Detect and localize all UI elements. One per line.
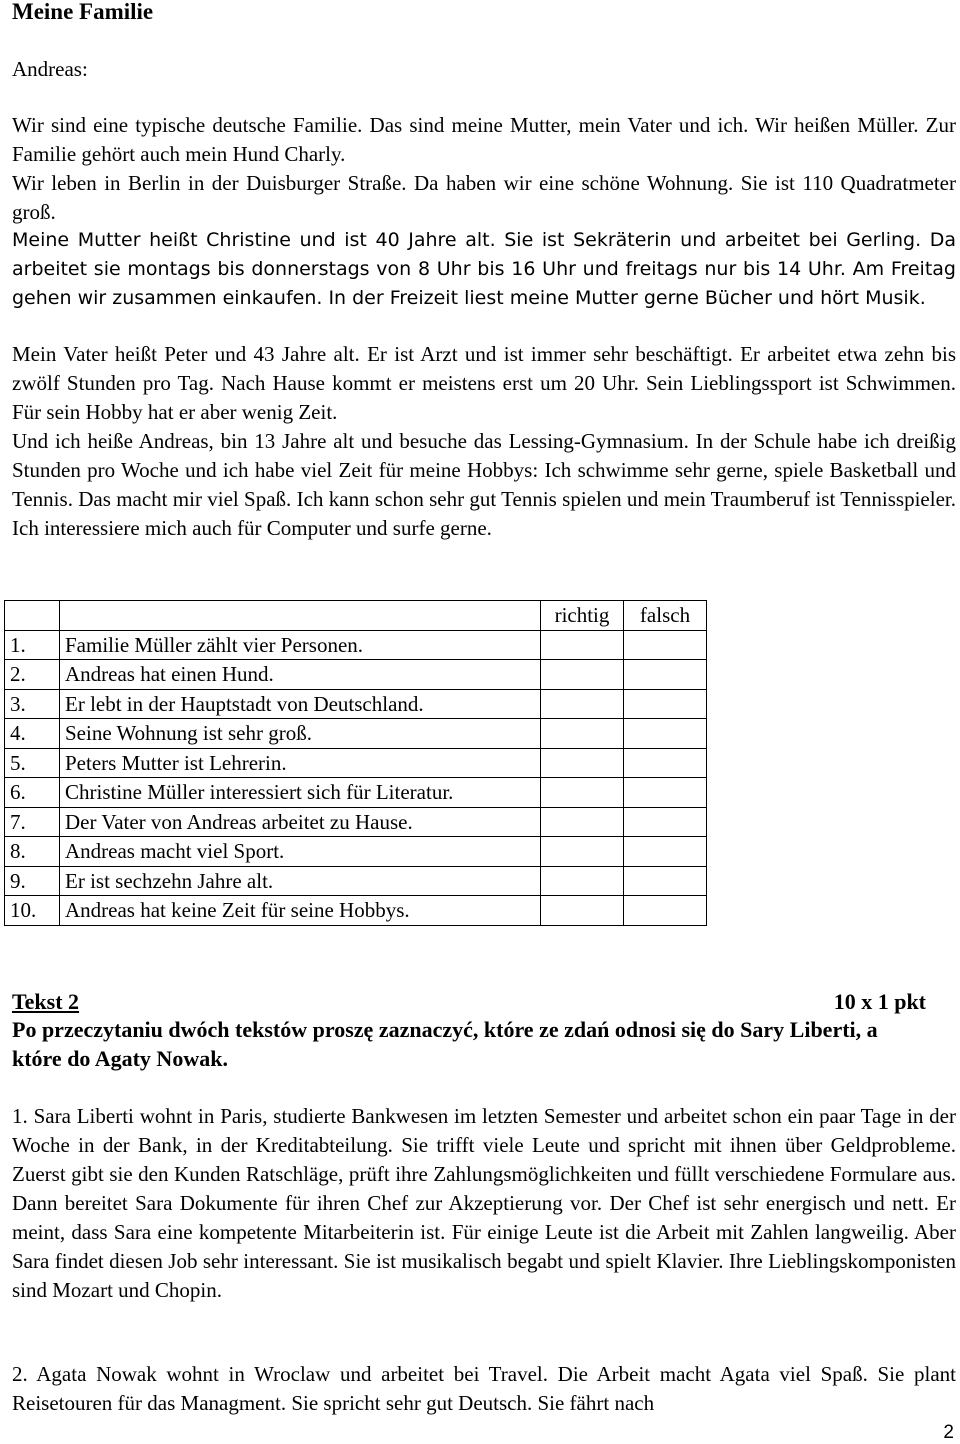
- true-false-table: [4, 600, 707, 926]
- row-number: 6.: [5, 778, 60, 808]
- section-heading: [12, 987, 926, 1016]
- row-number: 4.: [5, 719, 60, 749]
- falsch-cell[interactable]: [624, 896, 707, 926]
- paragraph: 2. Agata Nowak wohnt in Wroclaw und arbeitet bei Travel. Die Arbeit macht Agata viel Spaß. Sie plant Reisetouren für das Managment. Sie spricht sehr gut Deutsch. Sie fährt nach: [12, 1362, 956, 1415]
- table-row: [5, 719, 707, 749]
- row-number: 10.: [5, 896, 60, 926]
- row-statement: Er lebt in der Hauptstadt von Deutschland.: [60, 689, 541, 719]
- row-statement: Andreas hat einen Hund.: [60, 660, 541, 690]
- paragraph: Meine Mutter heißt Christine und ist 40 Jahre alt. Sie ist Sekräterin und arbeitet bei Gerling. Da arbeitet sie montags bis donnerstags von 8 Uhr bis 16 Uhr und freitags nur bis 14 Uhr. Am Freitag gehen wir zusammen einkaufen. In der Freizeit liest meine Mutter gerne Bücher und hört Musik.: [12, 229, 956, 309]
- table-row: [5, 748, 707, 778]
- points-label: 10 x 1 pkt: [833, 989, 926, 1014]
- column-header-richtig: richtig: [541, 601, 624, 631]
- instruction-text: Po przeczytaniu dwóch tekstów proszę zaznaczyć, które ze zdań odnosi się do Sary Liberti, a które do Agaty Nowak.: [12, 1017, 878, 1071]
- richtig-cell[interactable]: [541, 778, 624, 808]
- speaker-label: Andreas:: [12, 57, 88, 81]
- row-statement: Andreas macht viel Sport.: [60, 837, 541, 867]
- row-statement: Peters Mutter ist Lehrerin.: [60, 748, 541, 778]
- row-number: 2.: [5, 660, 60, 690]
- richtig-cell[interactable]: [541, 866, 624, 896]
- table-row: [5, 896, 707, 926]
- paragraph: Mein Vater heißt Peter und 43 Jahre alt. Er ist Arzt und ist immer sehr beschäftigt. Er arbeitet etwa zehn bis zwölf Stunden pro Tag. Nach Hause kommt er meistens erst um 20 Uhr. Sein Lieblingssport ist Schwimmen. Für sein Hobby hat er aber wenig Zeit.: [12, 342, 956, 424]
- paragraph-mother: [12, 226, 956, 313]
- row-statement: Der Vater von Andreas arbeitet zu Hause.: [60, 807, 541, 837]
- richtig-cell[interactable]: [541, 896, 624, 926]
- row-number: 5.: [5, 748, 60, 778]
- row-number: 7.: [5, 807, 60, 837]
- falsch-cell[interactable]: [624, 866, 707, 896]
- paragraph: 1. Sara Liberti wohnt in Paris, studierte Bankwesen im letzten Semester und arbeitet schon ein paar Tage in der Woche in der Bank, in der Kreditabteilung. Sie trifft viele Leute und spricht mit ihnen über Geldprobleme. Zuerst gibt sie den Kunden Ratschläge, prüft ihre Zahlungsmöglichkeiten und füllt verschiedene Formulare aus. Dann bereitet Sara Dokumente für ihren Chef zur Akzeptierung vor. Der Chef ist sehr energisch und nett. Er meint, dass Sara eine kompetente Mitarbeiterin ist. Für einige Leute ist die Arbeit mit Zahlen langweilig. Aber Sara findet diesen Job sehr interessant. Sie ist musikalisch begabt und spielt Klavier. Ihre Lieblingskomponisten sind Mozart und Chopin.: [12, 1104, 956, 1302]
- row-number: 8.: [5, 837, 60, 867]
- paragraph-father: [12, 340, 956, 543]
- table-row: [5, 866, 707, 896]
- falsch-cell[interactable]: [624, 748, 707, 778]
- row-statement: Familie Müller zählt vier Personen.: [60, 630, 541, 660]
- table-row: [5, 837, 707, 867]
- table-header-row: [5, 601, 707, 631]
- table-row: [5, 660, 707, 690]
- paragraph: Und ich heiße Andreas, bin 13 Jahre alt und besuche das Lessing-Gymnasium. In der Schule habe ich dreißig Stunden pro Woche und ich habe viel Zeit für meine Hobbys: Ich schwimme sehr gerne, spiele Basketball und Tennis. Das macht mir viel Spaß. Ich kann schon sehr gut Tennis spielen und mein Traumberuf ist Tennisspieler. Ich interessiere mich auch für Computer und surfe gerne.: [12, 429, 956, 540]
- row-number: 1.: [5, 630, 60, 660]
- falsch-cell[interactable]: [624, 807, 707, 837]
- row-statement: Christine Müller interessiert sich für Literatur.: [60, 778, 541, 808]
- row-number: 3.: [5, 689, 60, 719]
- table-cell: [5, 601, 60, 631]
- paragraph: Wir leben in Berlin in der Duisburger Straße. Da haben wir eine schöne Wohnung. Sie ist 110 Quadratmeter groß.: [12, 171, 956, 224]
- falsch-cell[interactable]: [624, 689, 707, 719]
- text-sara: [12, 1102, 956, 1305]
- row-number: 9.: [5, 866, 60, 896]
- page-number: 2: [943, 1422, 954, 1443]
- richtig-cell[interactable]: [541, 689, 624, 719]
- richtig-cell[interactable]: [541, 748, 624, 778]
- page-title: Meine Familie: [12, 0, 154, 24]
- richtig-cell[interactable]: [541, 719, 624, 749]
- row-statement: Er ist sechzehn Jahre alt.: [60, 866, 541, 896]
- falsch-cell[interactable]: [624, 630, 707, 660]
- column-header-falsch: falsch: [624, 601, 707, 631]
- paragraph-intro: [12, 111, 956, 227]
- richtig-cell[interactable]: [541, 807, 624, 837]
- falsch-cell[interactable]: [624, 660, 707, 690]
- falsch-cell[interactable]: [624, 778, 707, 808]
- table-row: [5, 778, 707, 808]
- table-row: [5, 807, 707, 837]
- richtig-cell[interactable]: [541, 630, 624, 660]
- table-row: [5, 630, 707, 660]
- richtig-cell[interactable]: [541, 660, 624, 690]
- text-agata: [12, 1360, 956, 1418]
- richtig-cell[interactable]: [541, 837, 624, 867]
- paragraph: Wir sind eine typische deutsche Familie. Das sind meine Mutter, mein Vater und ich. Wir heißen Müller. Zur Familie gehört auch mein Hund Charly.: [12, 113, 956, 166]
- table-row: [5, 689, 707, 719]
- table-cell: [60, 601, 541, 631]
- row-statement: Andreas hat keine Zeit für seine Hobbys.: [60, 896, 541, 926]
- row-statement: Seine Wohnung ist sehr groß.: [60, 719, 541, 749]
- falsch-cell[interactable]: [624, 719, 707, 749]
- falsch-cell[interactable]: [624, 837, 707, 867]
- section-label: Tekst 2: [12, 989, 80, 1014]
